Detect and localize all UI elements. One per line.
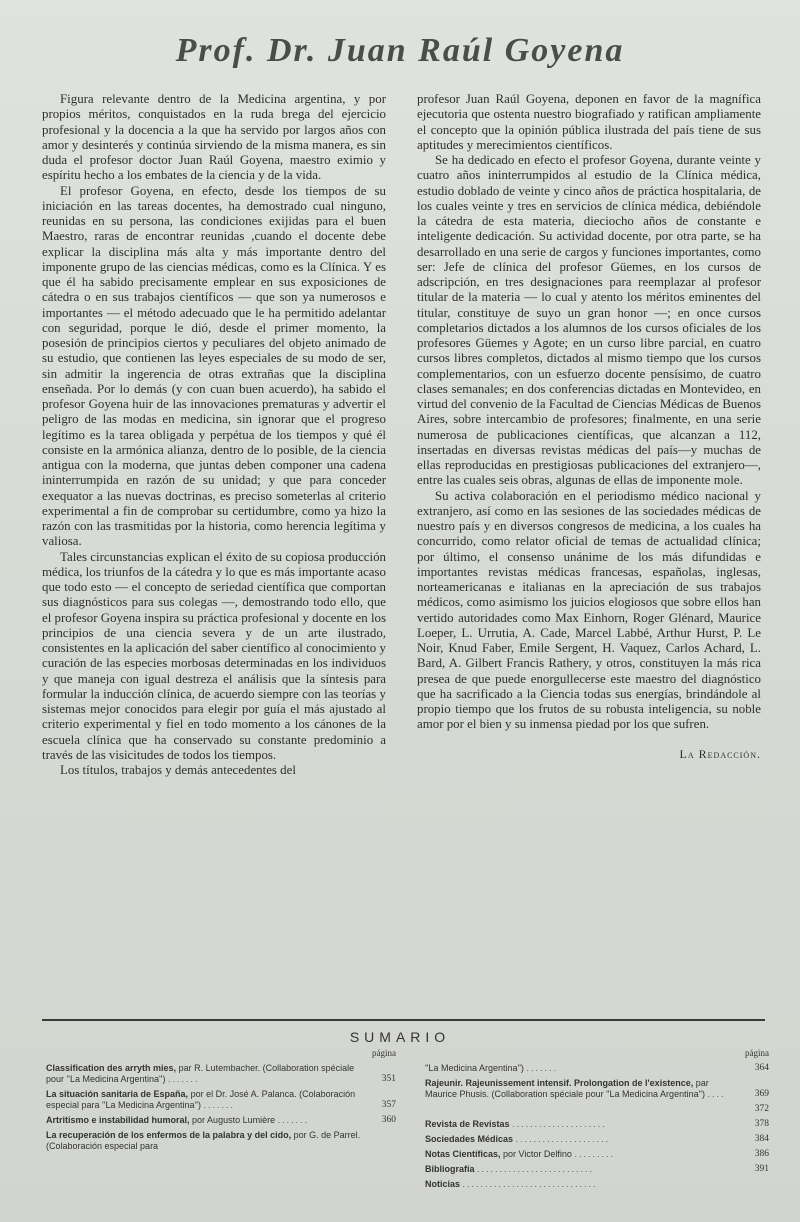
paragraph: El profesor Goyena, en efecto, desde los tiempos de su iniciación en las tareas docentes, ha demostrado cual ninguno, reunidas en su persona, las condiciones exijidas para el buen Maestro, raras de encontrar reunidas ,cuando el docente debe explicar la disciplina más alta y más importante dentro del imponente grupo de las ciencias médicas, como es la Clínica. Y es que él ha sabido precisamente emplear en sus exposiciones de cátedra o en sus trabajos científicos — que son ya numerosos e importantes — el método adecuado que le ha permitido adelantar con seguridad, porque le dió, desde el primer momento, la posesión de principios ciertos y peculiares del objeto animado de su estudio, que contienen las leyes especiales de su modo de ser, sin admitir la ingerencia de otras extrañas que la disciplina enseñada. Por lo demás (y con cuan buen acuerdo), ha sabido el profesor Goyena huir de las innovaciones prematuras y advertir el peligro de las modas en medicina, sin ignorar que el progreso legítimo es la tarea obligada y perpétua de los tiempos y qué él consiste en la armónica alianza, dentro de lo posible, de la ciencia antigua con la moderna, que juntas deben componer una cadena ininterrumpida en razón de su unidad; y que para conceder exequator a las nuevas doctrinas, es preciso someterlas al criterio experimental a fin de comprobar su certidumbre, como ya hizo la razón con las trasmitidas por la historia, como herencia legítima y valiosa. xyxy=(42,183,386,549)
toc-entry[interactable]: Bibliografía .......................... 391 xyxy=(425,1164,769,1174)
page-number: 372 xyxy=(754,1104,769,1114)
toc-entry[interactable]: Artritismo e instabilidad humoral, por Augusto Lumière ....... 360 xyxy=(46,1115,396,1125)
page-number: 378 xyxy=(754,1119,769,1129)
article-title: Prof. Dr. Juan Raúl Goyena xyxy=(175,32,625,69)
page-number: 357 xyxy=(381,1100,396,1110)
page-number: 364 xyxy=(754,1063,769,1073)
page-number: 391 xyxy=(754,1164,769,1174)
toc-entry[interactable]: La situación sanitaria de España, por el Dr. José A. Palanca. (Colaboración especial para ''La Medicina Argentina'') ....... 357 xyxy=(46,1089,396,1110)
toc-entry[interactable]: ''La Medicina Argentina'') ....... 364 xyxy=(425,1063,769,1073)
toc-entry[interactable] xyxy=(425,1104,769,1115)
page-number: 360 xyxy=(381,1115,396,1125)
page-label: página xyxy=(745,1048,769,1058)
page-number: 384 xyxy=(754,1134,769,1144)
toc-entry[interactable]: Classification des arryth mies, par R. Lutembacher. (Collaboration spéciale pour ''La Medicina Argentina'') ....... 351 xyxy=(46,1063,396,1084)
toc-entry[interactable]: Rajeunir. Rajeunissement intensif. Prolongation de l'existence, par Maurice Phusis. (Collaboration spéciale pour ''La Medicina Argentina'') .... 369 xyxy=(425,1078,769,1099)
toc-entry[interactable]: La recuperación de los enfermos de la palabra y del cido, por G. de Parrel. (Colaboración especial para xyxy=(46,1130,361,1151)
toc-entry[interactable]: Notas Científicas, por Victor Delfino ......... 386 xyxy=(425,1149,769,1159)
toc-right xyxy=(425,1048,769,1194)
left-column xyxy=(42,92,386,778)
sumario-title: SUMARIO xyxy=(349,1029,451,1045)
toc-entry[interactable]: Noticias .............................. xyxy=(425,1179,598,1189)
page-number: 386 xyxy=(754,1149,769,1159)
toc-entry[interactable]: Revista de Revistas ..................... 378 xyxy=(425,1119,769,1129)
paragraph: Los títulos, trabajos y demás antecedentes del xyxy=(60,763,296,777)
paragraph: Su activa colaboración en el periodismo médico nacional y extranjero, así como en las sesiones de las sociedades médicas de nuestro país y en diversos congresos de medicina, a los cuales ha concurrido, como relator oficial de temas de actualidad clínica; por último, el consenso unánime de los más difundidas e importantes revistas médicas francesas, españolas, inglesas, norteamericanas e italianas en la apreciación de sus trabajos médicos, como asimismo los juicios elogiosos que sobre ellos han vertido autoridades como Max Einhorn, Roger Glénard, Maurice Loeper, L. Urrutia, A. Cade, Marcel Labbé, Arthur Hurst, P. Le Noir, Knud Faber, Emile Sergent, H. Vaquez, Carlos Achard, L. Bard, A. Gilbert Francis Rathery, y otros, constituyen la más rica presea de que puede enorgullecerse este maestro del diagnóstico que ha sacrificado a la Ciencia todas sus energías, brindándole al propio tiempo que los frutos de su robusta inteligencia, su noble amor por el bien y su inmensa piedad por los que sufren. xyxy=(417,488,761,732)
toc-entry[interactable]: Sociedades Médicas ..................... 384 xyxy=(425,1134,769,1144)
paragraph: Figura relevante dentro de la Medicina argentina, y por propios méritos, conquistados en la ruda brega del ejercicio profesional y la docencia a la que ha servido por largos años con amor y desinterés y continúa sirviendo de la misma manera, es sin duda el profesor doctor Juan Raúl Goyena, maestro eximio y espíritu hecho a los embates de la ciencia y de la vida. xyxy=(42,92,386,183)
paragraph: profesor Juan Raúl Goyena, deponen en favor de la magnífica ejecutoria que ostenta nuestro biografiado y ratifican ampliamente el concepto que la opinión pública ilustrada del país tiene de sus aptitudes y merecimientos científicos. xyxy=(417,92,761,152)
divider xyxy=(42,1019,765,1021)
page-number: 351 xyxy=(381,1074,396,1084)
signature: La Redacción. xyxy=(679,746,761,761)
paragraph: Tales circunstancias explican el éxito de su copiosa producción médica, los triunfos de la cátedra y lo que es más importante acaso que todo esto — el concepto de seriedad científica que comportan sus diagnósticos para sus colegas —, demostrando todo ello, que el profesor Goyena inspira su práctica profesional y docente en los principios de una ciencia severa y de un arte ilustrado, consistentes en la aplicación del saber científico al conocimiento y curación de las especies morbosas determinadas en los individuos y que maneja con igual destreza el análisis que la síntesis para formular la inducción clínica, de acuerdo siempre con las teorías y sistemas mejor conocidos para elegir por guía el más ajustado al criterio experimental y fiel en todo momento a los cánones de la escuela clínica que ha conservado su constante predominio a través de las visicitudes de todos los tiempos. xyxy=(42,549,386,762)
page-label: página xyxy=(372,1048,396,1058)
right-column xyxy=(417,92,761,762)
toc-left xyxy=(46,1048,396,1156)
page-number: 369 xyxy=(754,1089,769,1099)
paragraph: Se ha dedicado en efecto el profesor Goyena, durante veinte y cuatro años ininterrumpidos al estudio de la Clínica médica, estudio doblado de veinte y cinco años de práctica hospitalaria, de los cuales veinte y tres en servicios de clínica médica, debiéndole la cátedra de esta materia, dieciocho años de constante e inteligente dedicación. Su actividad docente, por otra parte, se ha desarrollado en una serie de cargos y funciones importantes, como ser: Jefe de clínica del profesor Güemes, en los cursos de adscripción, en tres designaciones para reemplazar al profesor titular de la materia — lo cual y atento los méritos eminentes del titular, constituye de suyo un gran honor —; en once cursos completarios dictados a los alumnos de los cursos oficiales de los profesores Güemes y Agote; en un curso libre parcial, en cuatro cursos libres completos, dictados al mismo tiempo que los cursos complementarios, con un esfuerzo docente pensísimo, de cuatro clases semanales; en dos conferencias dictadas en Montevideo, en virtud del convenio de la Facultad de Ciencias Médicas de Buenos Aires, sobre intercambio de profesores; finalmente, en una serie numerosa de publicaciones científicas, que alcanzan a 112, insertadas en diversas revistas médicas del país—y muchas de ellas reproducidas en prestigiosas publicaciones del extranjero—, entre las cuales seis obras, algunas de ellas de imponente mole. xyxy=(417,153,761,488)
